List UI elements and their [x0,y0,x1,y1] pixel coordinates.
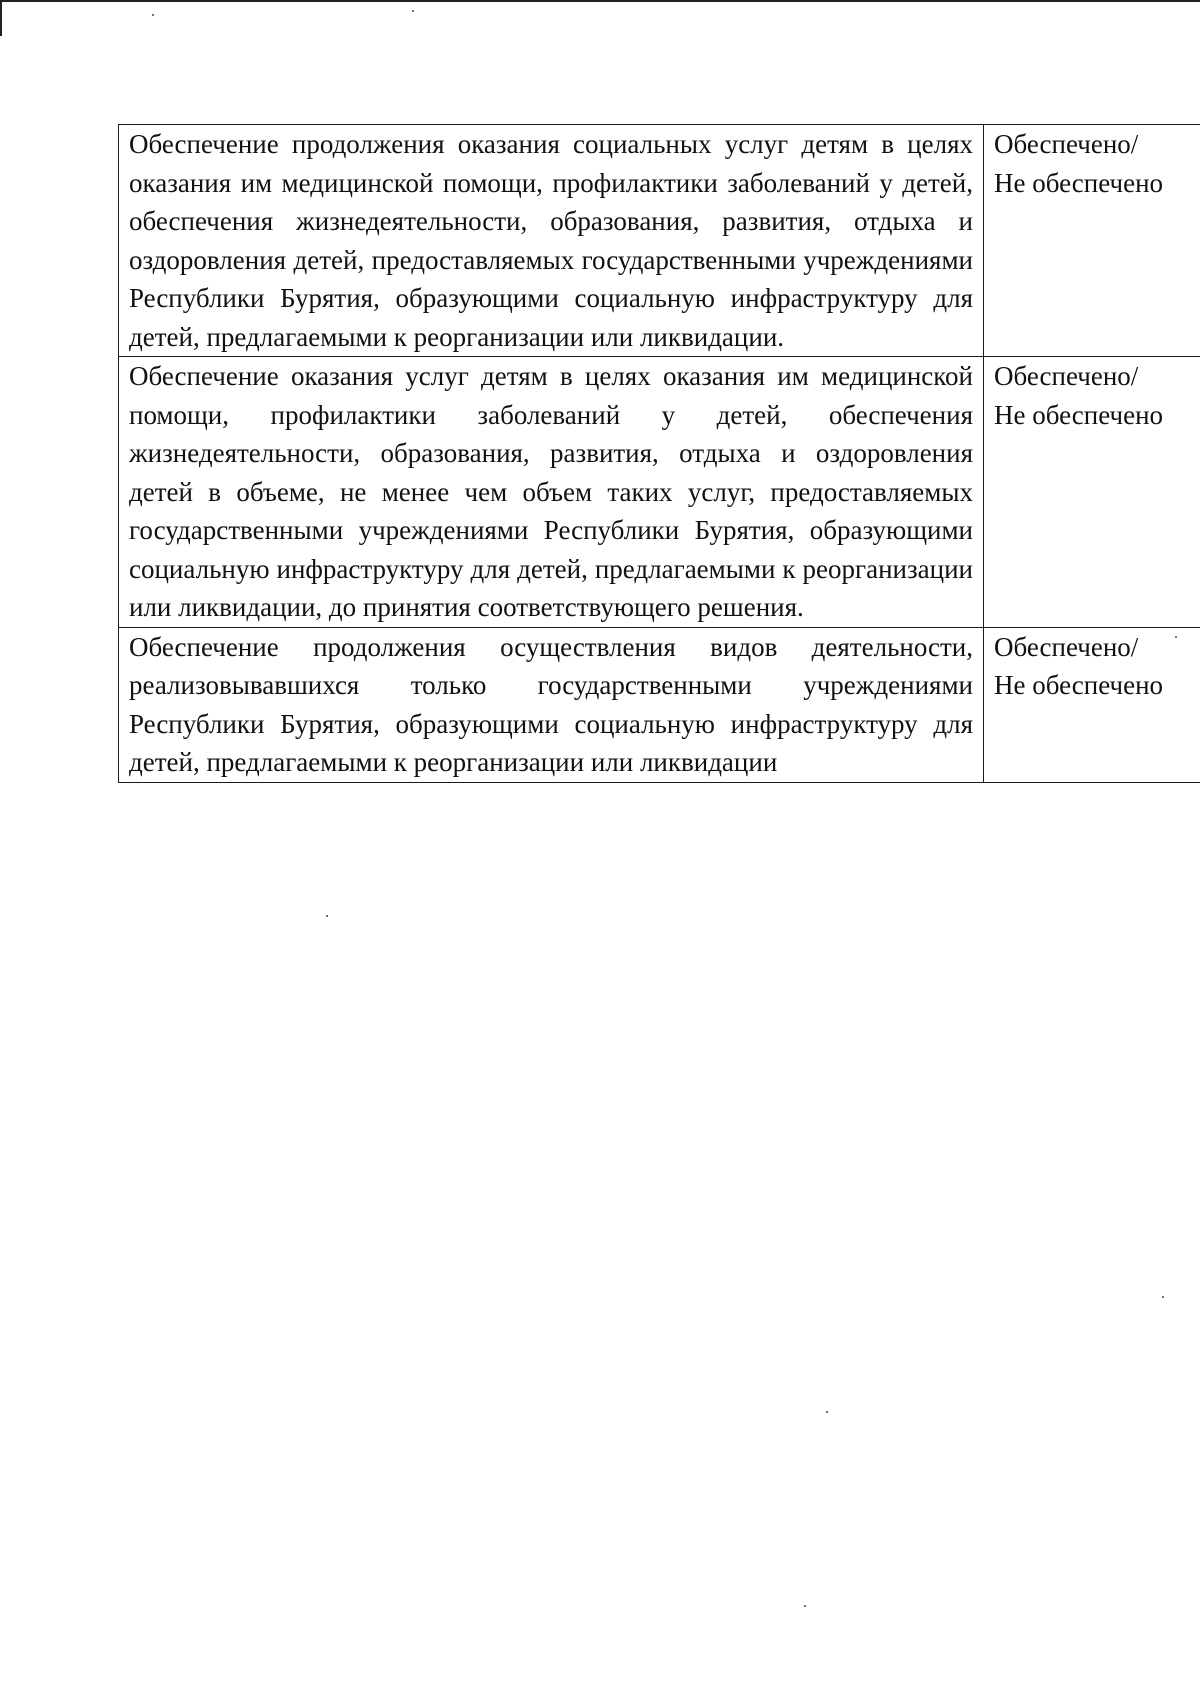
scan-speck [412,10,414,12]
criteria-table [118,124,1200,783]
scan-speck [152,14,154,16]
scan-speck [826,1411,828,1413]
scan-edge-top [0,0,1200,2]
scan-speck [1162,1296,1164,1298]
table-row [119,125,1200,357]
criterion-status [984,125,1200,357]
status-option-provided: Обеспечено/ [994,129,1139,159]
scan-speck [326,915,328,917]
criterion-description: Обеспечение продолжения оказания социальных услуг детям в целях оказания им медицинской помощи, профилактики заболеваний у детей, обеспечения жизнедеятельности, образования, развития, отдыха и оздоровления детей, предоставляемых государственными учреждениями Республики Бурятия, образующими социальную инфраструктуру для детей, предлагаемыми к реорганизации или ликвидации. [119,125,984,357]
criterion-status [984,357,1200,628]
criterion-status [984,627,1200,782]
status-option-not-provided: Не обеспечено [994,670,1164,700]
scan-speck [804,1605,806,1607]
status-option-not-provided: Не обеспечено [994,399,1164,430]
table-row [119,627,1200,782]
status-option-provided: Обеспечено/ [994,361,1139,391]
criterion-description: Обеспечение оказания услуг детям в целях оказания им медицинской помощи, профилактики заболеваний у детей, обеспечения жизнедеятельности, образования, развития, отдыха и оздоровления детей в объеме, не менее чем объем таких услуг, предоставляемых государственными учреждениями Республики Бурятия, образующими социальную инфраструктуру для детей, предлагаемыми к реорганизации или ликвидации, до принятия соответствующего решения. [119,357,984,628]
status-option-provided: Обеспечено/ [994,631,1139,662]
table-row [119,357,1200,628]
status-option-not-provided: Не обеспечено [994,167,1164,198]
criterion-description: Обеспечение продолжения осуществления видов деятельности, реализовывавшихся только государственными учреждениями Республики Бурятия, образующими социальную инфраструктуру для детей, предлагаемыми к реорганизации или ликвидации [119,627,984,782]
scan-edge-left [0,0,2,36]
